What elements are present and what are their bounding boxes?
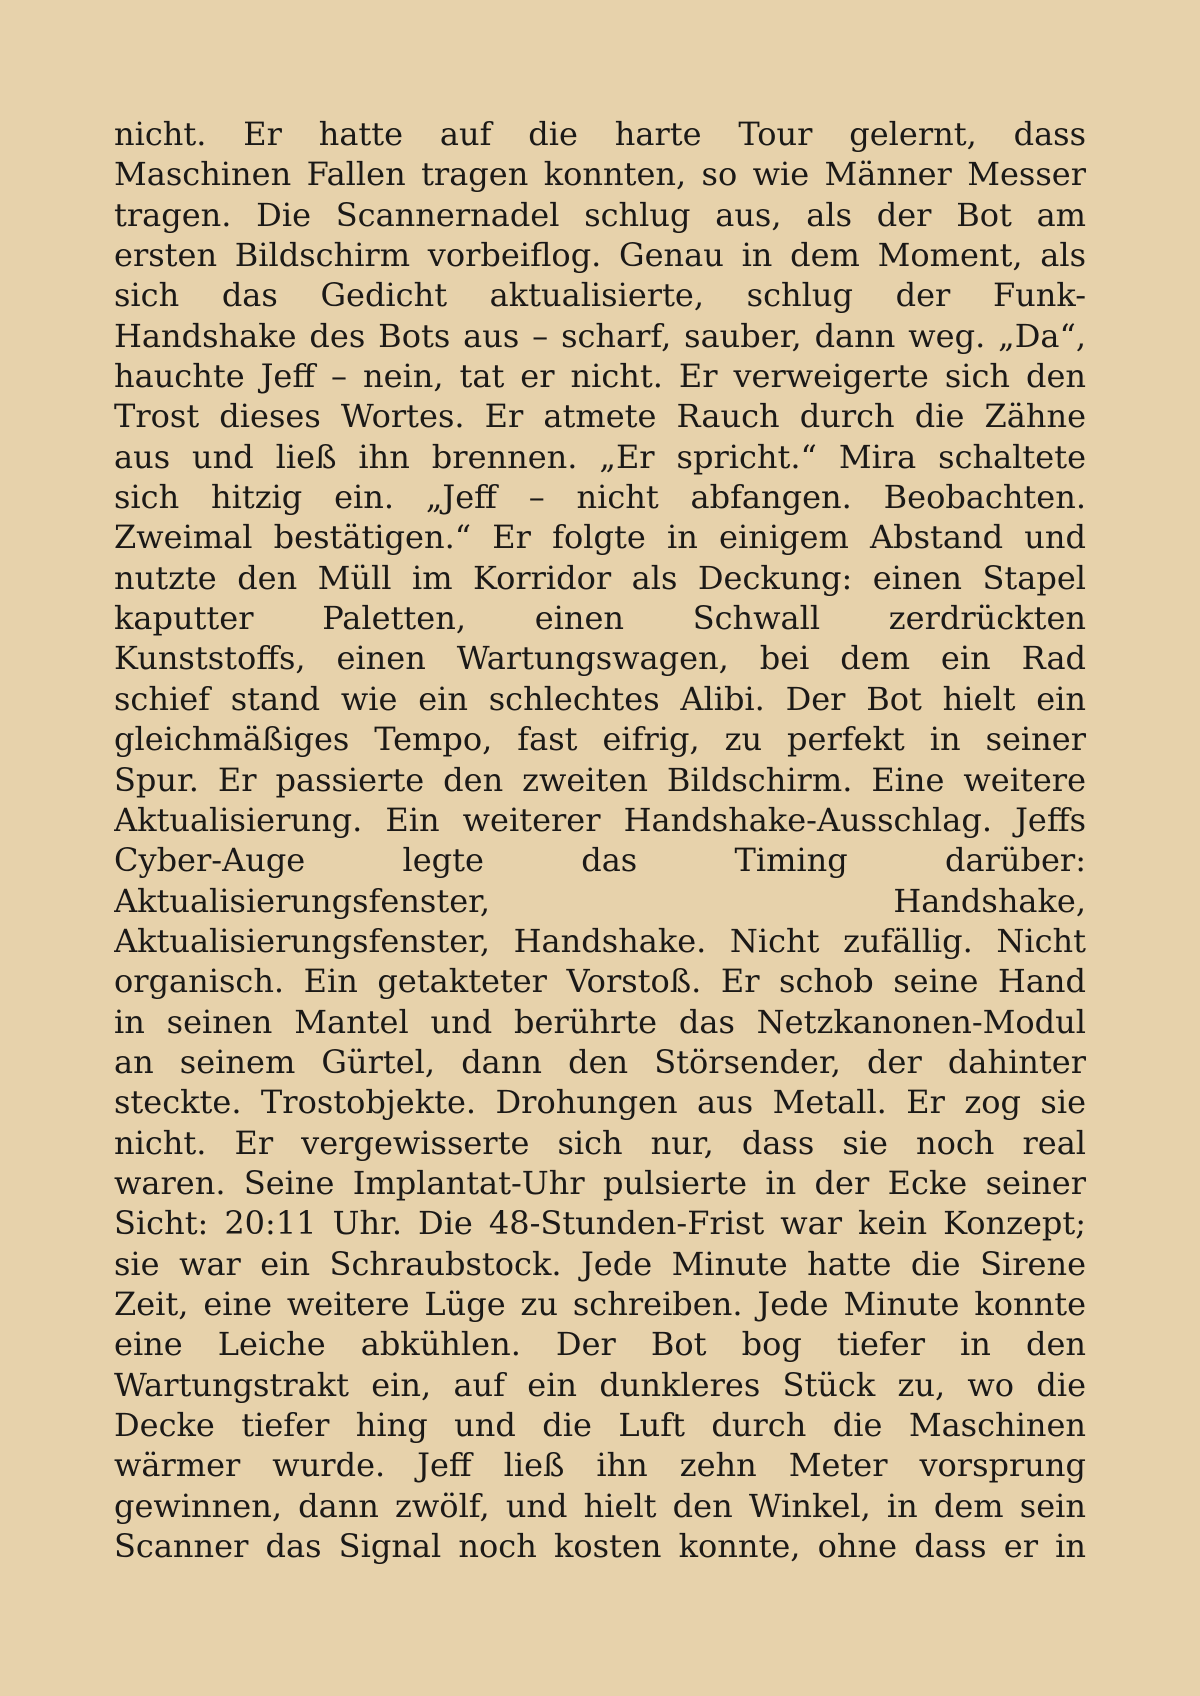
text-line: Maschinen Fallen tragen konnten, so wie Männer Messer <box>114 155 1086 194</box>
text-line: nutzte den Müll im Korridor als Deckung: einen Stapel <box>114 558 1086 597</box>
text-line: an seinem Gürtel, dann den Störsender, der dahinter <box>114 1042 1086 1081</box>
text-line: organisch. Ein getakteter Vorstoß. Er schob seine Hand <box>114 962 1086 1001</box>
text-line: Zweimal bestätigen.“ Er folgte in einigem Abstand und <box>114 518 1086 557</box>
text-line: gewinnen, dann zwölf, und hielt den Winkel, in dem sein <box>114 1486 1086 1525</box>
text-line: Sicht: 20:11 Uhr. Die 48-Stunden-Frist war kein Konzept; <box>114 1204 1086 1243</box>
text-line: Scanner das Signal noch kosten konnte, ohne dass er in <box>114 1527 1086 1566</box>
text-line: Zeit, eine weitere Lüge zu schreiben. Jede Minute konnte <box>114 1284 1086 1323</box>
text-line: schief stand wie ein schlechtes Alibi. Der Bot hielt ein <box>114 679 1086 718</box>
text-line: ersten Bildschirm vorbeiflog. Genau in dem Moment, als <box>114 236 1086 275</box>
text-line: steckte. Trostobjekte. Drohungen aus Metall. Er zog sie <box>114 1083 1086 1122</box>
text-line: kaputter Paletten, einen Schwall zerdrückten <box>114 599 1086 638</box>
text-line: tragen. Die Scannernadel schlug aus, als der Bot am <box>114 195 1086 234</box>
text-line: eine Leiche abkühlen. Der Bot bog tiefer in den <box>114 1325 1086 1364</box>
text-line: nicht. Er vergewisserte sich nur, dass sie noch real <box>114 1123 1086 1162</box>
text-line: hauchte Jeff – nein, tat er nicht. Er verweigerte sich den <box>114 357 1086 396</box>
text-line: wärmer wurde. Jeff ließ ihn zehn Meter vorsprung <box>114 1446 1086 1485</box>
text-line: Trost dieses Wortes. Er atmete Rauch durch die Zähne <box>114 397 1086 436</box>
text-line: Handshake des Bots aus – scharf, sauber, dann weg. „Da“, <box>114 316 1086 355</box>
text-line: Kunststoffs, einen Wartungswagen, bei dem ein Rad <box>114 639 1086 678</box>
text-line: Cyber-Auge legte das Timing darüber: <box>114 841 1086 880</box>
text-line: Aktualisierungsfenster, Handshake. Nicht zufällig. Nicht <box>114 921 1086 960</box>
text-line: Spur. Er passierte den zweiten Bildschirm. Eine weitere <box>114 760 1086 799</box>
text-line: sich hitzig ein. „Jeff – nicht abfangen. Beobachten. <box>114 478 1086 517</box>
text-line: Wartungstrakt ein, auf ein dunkleres Stück zu, wo die <box>114 1365 1086 1404</box>
text-line: sie war ein Schraubstock. Jede Minute hatte die Sirene <box>114 1244 1086 1283</box>
text-line: in seinen Mantel und berührte das Netzkanonen-Modul <box>114 1002 1086 1041</box>
text-line: gleichmäßiges Tempo, fast eifrig, zu perfekt in seiner <box>114 720 1086 759</box>
text-line: sich das Gedicht aktualisierte, schlug der Funk- <box>114 276 1086 315</box>
text-line: aus und ließ ihn brennen. „Er spricht.“ Mira schaltete <box>114 437 1086 476</box>
text-line: waren. Seine Implantat-Uhr pulsierte in der Ecke seiner <box>114 1163 1086 1202</box>
text-line: nicht. Er hatte auf die harte Tour gelernt, dass <box>114 115 1086 153</box>
text-line: Aktualisierung. Ein weiterer Handshake-Ausschlag. Jeffs <box>114 800 1086 839</box>
text-line: Aktualisierungsfenster, Handshake, <box>114 881 1086 920</box>
body-text <box>114 114 1086 1566</box>
text-line: Decke tiefer hing und die Luft durch die Maschinen <box>114 1406 1086 1444</box>
